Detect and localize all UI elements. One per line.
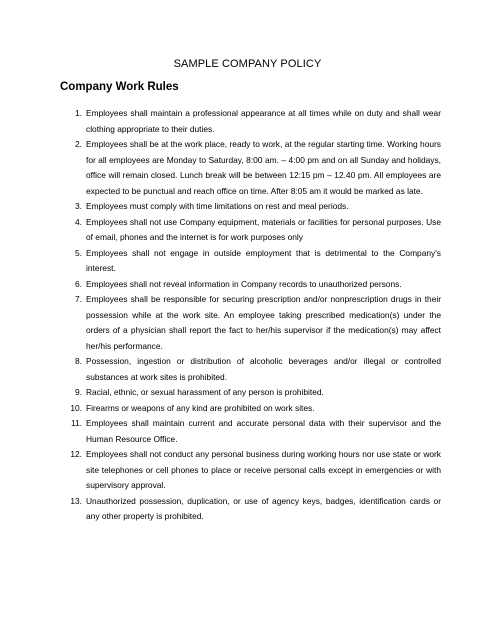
rule-text: Employees shall maintain a professional appearance at all times while on duty and shall wear clothing appropriate to their duties. <box>86 108 441 134</box>
rule-number: 11. <box>70 418 82 428</box>
rules-list <box>59 106 441 525</box>
list-item <box>59 292 441 354</box>
rule-number: 8. <box>75 356 82 366</box>
list-item <box>59 199 441 215</box>
rule-number: 9. <box>75 387 82 397</box>
rule-number: 6. <box>75 278 82 289</box>
document-title: SAMPLE COMPANY POLICY <box>173 58 322 70</box>
list-item <box>59 494 441 525</box>
rule-text: Employees shall be responsible for securing prescription and/or nonprescription drugs in their possession while at the work site. An employee taking prescribed medication(s) under the orders of a physician shall report the fact to her/his supervisor if the medication(s) may affect her/his performance. <box>86 294 441 351</box>
rule-text: Employees shall not conduct any personal business during working hours nor use state or work site telephones or cell phones to place or receive personal calls except in emergencies or with supervisory approval. <box>86 449 441 490</box>
rule-text: Employees must comply with time limitations on rest and meal periods. <box>86 201 349 211</box>
rule-text: Employees shall not engage in outside employment that is detrimental to the Company's interest. <box>86 247 441 273</box>
rule-number: 3. <box>75 201 82 211</box>
rule-text: Firearms or weapons of any kind are prohibited on work sites. <box>86 402 315 413</box>
list-item <box>59 215 441 246</box>
list-item <box>59 385 441 401</box>
list-item <box>59 401 441 417</box>
list-item <box>59 106 441 137</box>
rule-text: Possession, ingestion or distribution of alcoholic beverages and/or illegal or controlled substances at work sites is prohibited. <box>86 356 441 382</box>
list-item <box>59 416 441 447</box>
rule-number: 2. <box>75 139 82 149</box>
rule-number: 4. <box>75 216 82 227</box>
rule-text: Employees shall not use Company equipment, materials or facilities for personal purposes. Use of email, phones and the internet is for work purposes only <box>86 216 441 242</box>
section-heading: Company Work Rules <box>60 81 179 93</box>
rule-text: Unauthorized possession, duplication, or use of agency keys, badges, identification cards or any other property is prohibited. <box>86 495 441 521</box>
rule-number: 10. <box>70 402 82 413</box>
rule-number: 12. <box>70 449 82 459</box>
list-item <box>59 354 441 385</box>
rule-text: Racial, ethnic, or sexual harassment of any person is prohibited. <box>86 387 324 397</box>
rule-number: 5. <box>75 247 82 258</box>
rule-text: Employees shall maintain current and accurate personal data with their supervisor and the Human Resource Office. <box>86 418 441 444</box>
rule-number: 7. <box>75 294 82 304</box>
rule-number: 13. <box>70 495 82 506</box>
list-item <box>59 137 441 199</box>
list-item <box>59 246 441 277</box>
rule-text: Employees shall not reveal information in Company records to unauthorized persons. <box>86 278 402 289</box>
list-item <box>59 447 441 494</box>
rule-text: Employees shall be at the work place, ready to work, at the regular starting time. Working hours for all employees are Monday to Saturday, 8:00 am. – 4:00 pm and on all Sunday and holidays, office will remain closed. Lunch break will be between 12:15 pm – 12.40 pm. All employees are expected to be punctual and reach office on time. After 8:05 am it would be marked as late. <box>86 139 441 196</box>
rule-number: 1. <box>75 108 82 118</box>
list-item <box>59 277 441 293</box>
